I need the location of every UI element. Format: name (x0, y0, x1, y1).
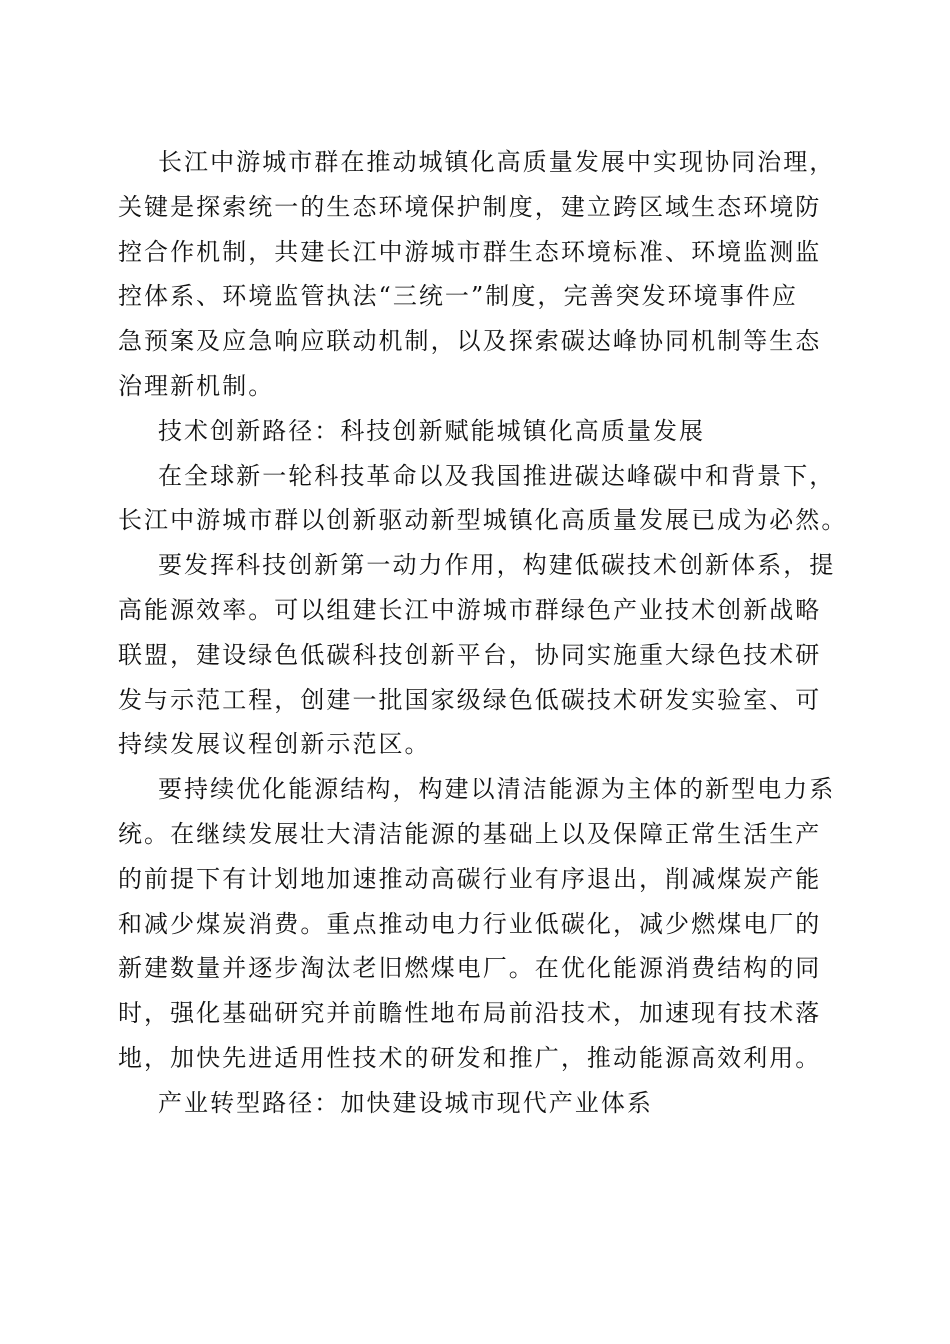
text-line: 统。在继续发展壮大清洁能源的基础上以及保障正常生活生产 (118, 819, 822, 848)
text-line: 要发挥科技创新第一动力作用，构建低碳技术创新体系，提 (158, 551, 836, 580)
body-paragraph (118, 140, 836, 409)
document-page (118, 140, 848, 1126)
text-line: 持续发展议程创新示范区。 (118, 730, 431, 759)
text-line: 地，加快先进适用性技术的研发和推广，推动能源高效利用。 (118, 1043, 822, 1072)
section-heading (118, 409, 828, 454)
text-line: 发与示范工程，创建一批国家级绿色低碳技术研发实验室、可 (118, 685, 822, 714)
text-line: 急预案及应急响应联动机制，以及探索碳达峰协同机制等生态 (118, 327, 822, 356)
text-line: 治理新机制。 (118, 371, 275, 400)
body-paragraph (118, 767, 836, 1081)
text-line: 要持续优化能源结构，构建以清洁能源为主体的新型电力系 (158, 775, 836, 804)
body-paragraph (118, 454, 848, 544)
text-line: 技术创新路径：科技创新赋能城镇化高质量发展 (158, 416, 706, 445)
text-line: 长江中游城市群以创新驱动新型城镇化高质量发展已成为必然。 (118, 506, 848, 535)
text-line: 产业转型路径：加快建设城市现代产业体系 (158, 1088, 653, 1117)
text-line: 控合作机制，共建长江中游城市群生态环境标准、环境监测监 (118, 237, 822, 266)
text-line: 控体系、环境监管执法“三统一”制度，完善突发环境事件应 (118, 282, 798, 311)
text-line: 的前提下有计划地加速推动高碳行业有序退出，削减煤炭产能 (118, 864, 822, 893)
text-line: 时，强化基础研究并前瞻性地布局前沿技术，加速现有技术落 (118, 999, 822, 1028)
text-line: 新建数量并逐步淘汰老旧燃煤电厂。在优化能源消费结构的同 (118, 954, 822, 983)
text-line: 在全球新一轮科技革命以及我国推进碳达峰碳中和背景下， (158, 461, 836, 490)
text-line: 关键是探索统一的生态环境保护制度，建立跨区域生态环境防 (118, 192, 822, 221)
text-line: 和减少煤炭消费。重点推动电力行业低碳化，减少燃煤电厂的 (118, 909, 822, 938)
text-line: 高能源效率。可以组建长江中游城市群绿色产业技术创新战略 (118, 595, 822, 624)
section-heading (118, 1081, 828, 1126)
text-line: 长江中游城市群在推动城镇化高质量发展中实现协同治理， (158, 148, 836, 176)
body-paragraph (118, 543, 836, 767)
text-line: 联盟，建设绿色低碳科技创新平台，协同实施重大绿色技术研 (118, 640, 822, 669)
